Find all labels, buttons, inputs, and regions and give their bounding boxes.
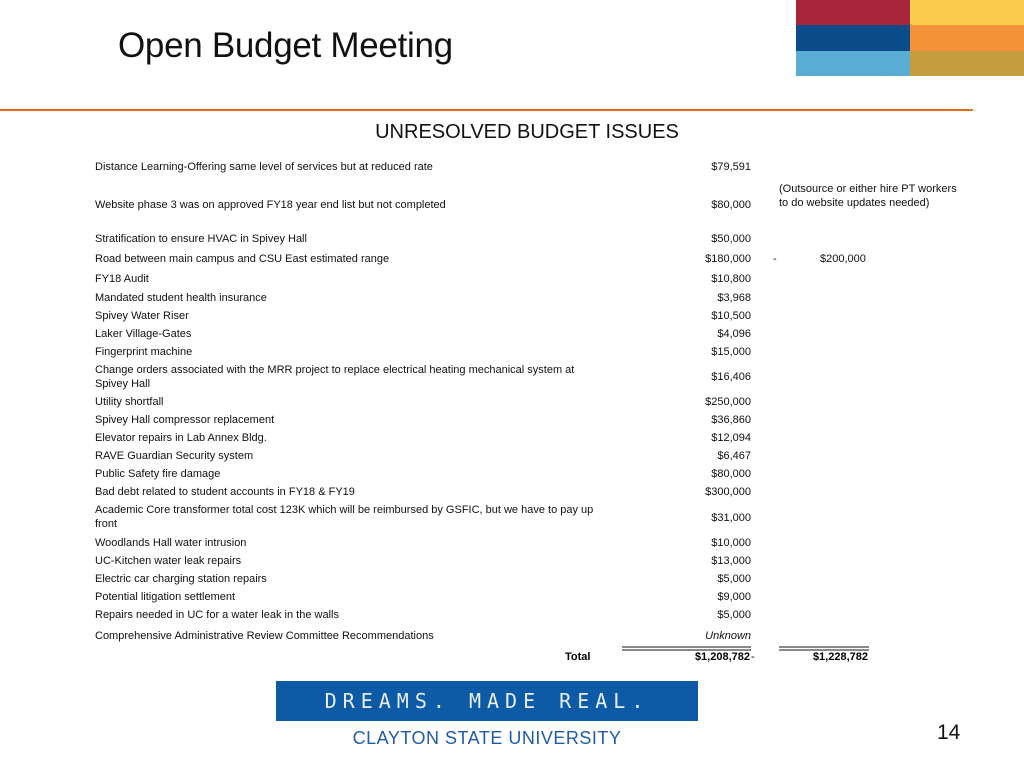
issue-amount: $9,000 bbox=[717, 591, 751, 603]
issue-amount: $5,000 bbox=[717, 573, 751, 585]
issue-description: Comprehensive Administrative Review Committee Recommendations bbox=[95, 630, 434, 642]
slide-title: Open Budget Meeting bbox=[118, 26, 453, 65]
issue-note: (Outsource or either hire PT workers to do website updates needed) bbox=[779, 183, 957, 209]
issue-description: Stratification to ensure HVAC in Spivey Hall bbox=[95, 233, 307, 245]
issue-amount: $6,467 bbox=[717, 450, 751, 462]
issue-description: Road between main campus and CSU East estimated range bbox=[95, 253, 390, 265]
issue-amount: $250,000 bbox=[705, 396, 751, 408]
issue-description: Electric car charging station repairs bbox=[95, 573, 267, 585]
color-swatch-orange bbox=[910, 25, 1024, 50]
issue-description: Mandated student health insurance bbox=[95, 292, 267, 304]
issue-amount: $36,860 bbox=[711, 414, 751, 426]
color-swatch-gold bbox=[910, 51, 1024, 76]
issue-amount: $300,000 bbox=[705, 486, 751, 498]
issue-description: Academic Core transformer total cost 123K which will be reimbursed by GSFIC, but we have to pay up front bbox=[95, 504, 594, 530]
issue-amount: $10,800 bbox=[711, 273, 751, 285]
issue-amount: $79,591 bbox=[711, 161, 751, 173]
issue-description: Utility shortfall bbox=[95, 396, 164, 408]
issue-amount: $80,000 bbox=[711, 468, 751, 480]
issue-amount: $31,000 bbox=[711, 512, 751, 524]
decorative-color-block bbox=[796, 0, 1024, 76]
color-swatch-yellow bbox=[910, 0, 1024, 25]
range-max: $200,000 bbox=[820, 253, 866, 265]
issue-description: Website phase 3 was on approved FY18 year end list but not completed bbox=[95, 199, 446, 211]
issue-description: Laker Village-Gates bbox=[95, 328, 192, 340]
issue-description: Fingerprint machine bbox=[95, 346, 193, 358]
issue-amount: $16,406 bbox=[711, 371, 751, 383]
title-divider bbox=[0, 109, 973, 111]
issue-description: Elevator repairs in Lab Annex Bldg. bbox=[95, 432, 267, 444]
issue-description: UC-Kitchen water leak repairs bbox=[95, 555, 242, 567]
issue-description: Woodlands Hall water intrusion bbox=[95, 537, 247, 549]
total-max-amount: $1,228,782 bbox=[812, 651, 868, 663]
color-swatch-red bbox=[796, 0, 910, 25]
issue-amount: $15,000 bbox=[711, 346, 751, 358]
section-heading: UNRESOLVED BUDGET ISSUES bbox=[375, 121, 679, 143]
issue-description: Change orders associated with the MRR project to replace electrical heating mechanical system at Spivey Hall bbox=[95, 364, 575, 390]
issue-amount: $80,000 bbox=[711, 199, 751, 211]
issue-description: FY18 Audit bbox=[95, 273, 149, 285]
issue-description: Potential litigation settlement bbox=[95, 591, 236, 603]
university-name: CLAYTON STATE UNIVERSITY bbox=[352, 728, 622, 748]
issue-amount: Unknown bbox=[705, 630, 751, 642]
issue-amount: $180,000 bbox=[705, 253, 751, 265]
color-swatch-sky bbox=[796, 51, 910, 76]
color-swatch-navy bbox=[796, 25, 910, 50]
issue-description: RAVE Guardian Security system bbox=[95, 450, 254, 462]
issue-description: Public Safety fire damage bbox=[95, 468, 221, 480]
issue-description: Repairs needed in UC for a water leak in the walls bbox=[95, 609, 339, 621]
page-number: 14 bbox=[937, 721, 961, 744]
total-dash: - bbox=[751, 651, 755, 663]
issue-description: Spivey Hall compressor replacement bbox=[95, 414, 275, 426]
issue-amount: $5,000 bbox=[717, 609, 751, 621]
issue-amount: $13,000 bbox=[711, 555, 751, 567]
issue-amount: $12,094 bbox=[711, 432, 751, 444]
issue-amount: $50,000 bbox=[711, 233, 751, 245]
issue-amount: $10,500 bbox=[711, 310, 751, 322]
issue-amount: $10,000 bbox=[711, 537, 751, 549]
issue-amount: $3,968 bbox=[717, 292, 751, 304]
issue-description: Spivey Water Riser bbox=[95, 310, 189, 322]
issue-amount: $4,096 bbox=[717, 328, 751, 340]
issue-description: Bad debt related to student accounts in FY18 & FY19 bbox=[95, 486, 355, 498]
university-slogan-banner: DREAMS. MADE REAL. bbox=[276, 681, 698, 721]
total-label: Total bbox=[565, 651, 591, 663]
total-amount: $1,208,782 bbox=[694, 651, 750, 663]
issue-description: Distance Learning-Offering same level of services but at reduced rate bbox=[95, 161, 433, 173]
range-dash: - bbox=[773, 253, 777, 265]
